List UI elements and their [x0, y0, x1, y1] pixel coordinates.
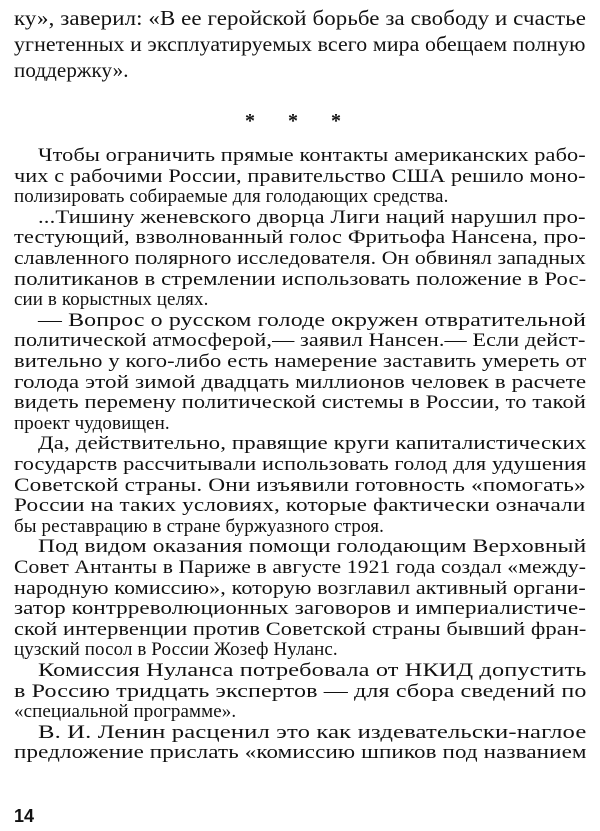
- text-line: затор контрреволюционных заговоров и империалистиче-: [14, 598, 587, 620]
- text-line: в Россию тридцать экспертов — для сбора сведений по: [14, 680, 587, 702]
- text-line: цузский посол в России Жозеф Нуланс.: [14, 639, 338, 661]
- text-line: тестующий, взволнованный голос Фритьофа Нансена, про-: [14, 227, 586, 249]
- text-line: угнетенных и эксплуатируемых всего мира обещаем полную: [14, 32, 586, 56]
- text-line: Комиссия Нуланса потребовала от НКИД допустить: [38, 660, 587, 681]
- page-number: 14: [14, 806, 35, 826]
- text-line: поддержку».: [14, 58, 129, 82]
- text-line: сии в корыстных целях.: [14, 289, 209, 311]
- text-line: ской интервенции против Советской страны бывший фран-: [14, 618, 587, 640]
- text-line: предложение прислать «комиссию шпиков под названием: [14, 742, 587, 764]
- text-line: Чтобы ограничить прямые контакты американских рабо-: [38, 145, 586, 166]
- text-line: Да, действительно, правящие круги капиталистических: [38, 433, 587, 455]
- text-line: чих с рабочими России, правительство США решило моно-: [14, 165, 586, 187]
- text-line: политической атмосферой,— заявил Нансен.— Если дейст-: [14, 330, 586, 352]
- text-line: Совет Антанты в Париже в августе 1921 года создал «между-: [14, 557, 587, 578]
- text-line: ...Тишину женевского дворца Лиги наций нарушил про-: [38, 206, 586, 228]
- text-line: голода этой зимой двадцать миллионов человек в расчете: [14, 371, 587, 393]
- text-line: видеть перемену политической системы в России, то такой: [14, 392, 586, 414]
- text-line: вительно у кого-либо есть намерение заставить умереть от: [14, 351, 587, 372]
- text-line: бы реставрацию в стране буржуазного строя.: [14, 515, 384, 537]
- text-line: государств рассчитывали использовать голод для удушения: [14, 454, 587, 475]
- text-line: полизировать собираемые для голодающих средства.: [14, 186, 449, 208]
- text-line: России на таких условиях, которые фактически означали: [14, 495, 586, 517]
- text-line: политиканов в стремлении использовать положение в Рос-: [14, 268, 587, 290]
- text-line: ку», заверил: «В ее геройской борьбе за свободу и счастье: [14, 6, 587, 30]
- text-line: В. И. Ленин расценил это как издевательски-наглое: [38, 721, 587, 743]
- text-line: Под видом оказания помощи голодающим Верховный: [38, 536, 587, 558]
- text-line: Советской страны. Они изъявили готовность «помогать»: [14, 474, 586, 496]
- text-line: славленного полярного исследователя. Он обвинял западных: [14, 248, 586, 269]
- text-line: проект чудовищен.: [14, 412, 170, 434]
- text-line: «специальной программе».: [14, 701, 237, 723]
- text-line: — Вопрос о русском голоде окружен отвратительной: [38, 309, 587, 331]
- text-line: народную комиссию», которую возглавил активный органи-: [14, 577, 586, 599]
- book-page: [14, 0, 586, 831]
- section-separator: * * *: [245, 110, 355, 132]
